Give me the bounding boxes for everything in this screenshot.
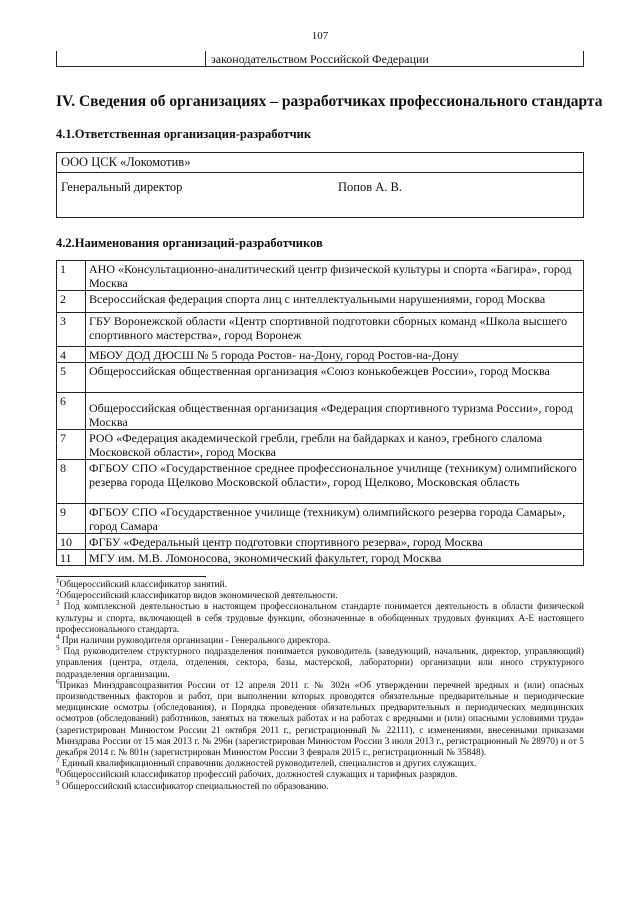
row-number: 5 [57,363,86,393]
org-cell: ФГБУ «Федеральный центр подготовки спортивного резерва», город Москва [86,534,584,550]
responsible-org-row [57,153,583,173]
section-title: IV. Сведения об организациях – разработчиках профессионального стандарта [56,93,603,110]
footnote [56,767,584,781]
previous-table-text: законодательством Российской Федерации [211,52,429,66]
table-row [57,363,584,393]
developers-heading: 4.2.Наименования организаций-разработчиков [56,236,323,250]
responsible-position: Генеральный директор [61,180,183,194]
responsible-person: Попов А. В. [338,180,402,194]
table-row [57,291,584,313]
org-cell: АНО «Консультационно-аналитический центр физической культуры и спорта «Багира», город Москва [86,261,584,291]
org-cell: Общероссийская общественная организация «Федерация спортивного туризма России», город Москва [86,393,584,430]
responsible-org-heading: 4.1.Ответственная организация-разработчик [56,127,312,141]
row-number: 8 [57,460,86,504]
org-cell: РОО «Федерация академической гребли, гребли на байдарках и каноэ, гребного слалома Московской области», город Москва [86,430,584,460]
footnotes [56,576,584,793]
row-number: 11 [57,550,86,566]
row-number: 9 [57,504,86,534]
footnote-mark: 1 [56,576,60,585]
previous-table-fragment [56,51,584,67]
footnote-mark: 4 [56,632,60,641]
footnote-mark: 7 [56,756,60,765]
org-cell: ФГБОУ СПО «Государственное среднее профессиональное училище (техникум) олимпийского резерва города Щелково Московской области», город Щелково, Московская область [86,460,584,504]
org-cell: Общероссийская общественная организация «Союз конькобежцев России», город Москва [86,363,584,393]
footnote-text: Общероссийский классификатор специальностей по образованию. [59,781,329,792]
footnote-mark: 2 [56,588,60,597]
table-row [57,393,584,430]
table-row [57,504,584,534]
footnote-mark: 5 [56,644,60,653]
org-cell: ГБУ Воронежской области «Центр спортивной подготовки сборных команд «Школа высшего спортивного мастерства», город Воронеж [86,313,584,347]
row-number: 3 [57,313,86,347]
row-number: 4 [57,347,86,363]
footnote [56,756,584,770]
footnote [56,778,584,793]
footnote [56,576,584,591]
row-number: 1 [57,261,86,291]
page-number: 107 [311,30,329,42]
developers-table [56,260,584,566]
footnote [56,632,584,647]
row-number: 7 [57,430,86,460]
table-row [57,347,584,363]
footnote-text: Общероссийский классификатор занятий. [59,580,227,590]
footnote-mark: 3 [56,599,60,608]
table-row [57,460,584,504]
footnote-mark: 8 [56,767,60,776]
footnote-text: Под комплексной деятельностью в настоящем профессиональном стандарте понимается деятельность в области физической культуры и спорта, включающей в себя трудовые функции, обозначенные в обобщенных трудовых функциях А-Е настоящего профессионального стандарта. [56,602,584,635]
table-row [57,534,584,550]
row-number: 2 [57,291,86,313]
org-cell: Всероссийская федерация спорта лиц с интеллектуальными нарушениями, город Москва [86,291,584,313]
footnote-text: Единый квалификационный справочник должностей руководителей, специалистов и других служащих. [59,759,477,770]
responsible-org-name: ООО ЦСК «Локомотив» [61,155,191,169]
row-number: 10 [57,534,86,550]
table-cell-divider [205,51,206,66]
footnote [56,677,584,759]
table-row [57,313,584,347]
table-row [57,550,584,566]
footnote [56,644,584,681]
footnote-mark: 9 [56,778,60,787]
footnote-text: При наличии руководителя организации - Генерального директора. [59,636,331,647]
table-row [57,430,584,460]
org-cell: МБОУ ДОД ДЮСШ № 5 города Ростов- на-Дону, город Ростов-на-Дону [86,347,584,363]
org-cell: ФГБОУ СПО «Государственное училище (техникум) олимпийского резерва города Самары», город Самара [86,504,584,534]
footnote-text: Общероссийский классификатор видов экономической деятельности. [59,591,338,602]
row-number: 6 [57,393,86,430]
responsible-org-box [56,152,584,218]
footnote-text: Общероссийский классификатор профессий рабочих, должностей служащих и тарифных разрядов. [59,770,458,781]
footnote [56,588,584,602]
footnote [56,599,584,636]
org-cell: МГУ им. М.В. Ломоносова, экономический факультет, город Москва [86,550,584,566]
footnote-text: Приказ Минздравсоцразвития России от 12 апреля 2011 г. № 302н «Об утверждении перечней вредных и (или) опасных производственных факторов и работ, при выполнении которых проводятся обязательные предварительные и периодические медицинские осмотры (обследования), и Порядка проведения обязательных предварительных и периодических медицинских осмотров (обследований) работников, занятых на тяжелых работах и на работах с вредными и (или) опасными условиями труда» (зарегистрирован Минюстом России 21 октября 2011 г., регистрационный № 22111), с изменениями, внесенными приказами Минздрава России от 15 мая 2013 г. № 296н (зарегистрирован Минюстом России 3 июля 2013 г., регистрационный № 28970) и от 5 декабря 2014 г. № 801н (зарегистрирован Минюстом России 3 февраля 2015 г., регистрационный № 35848). [56,680,584,759]
footnote-text: Под руководителем структурного подразделения понимается руководитель (заведующий, начальник, директор, управляющий) управления (центра, отдела, отделения, сектора, базы, мастерской, лаборатории) организации или иного структурного подразделения организации. [56,647,584,680]
footnote-mark: 6 [56,677,60,686]
table-row [57,261,584,291]
footnote-separator [56,576,206,577]
